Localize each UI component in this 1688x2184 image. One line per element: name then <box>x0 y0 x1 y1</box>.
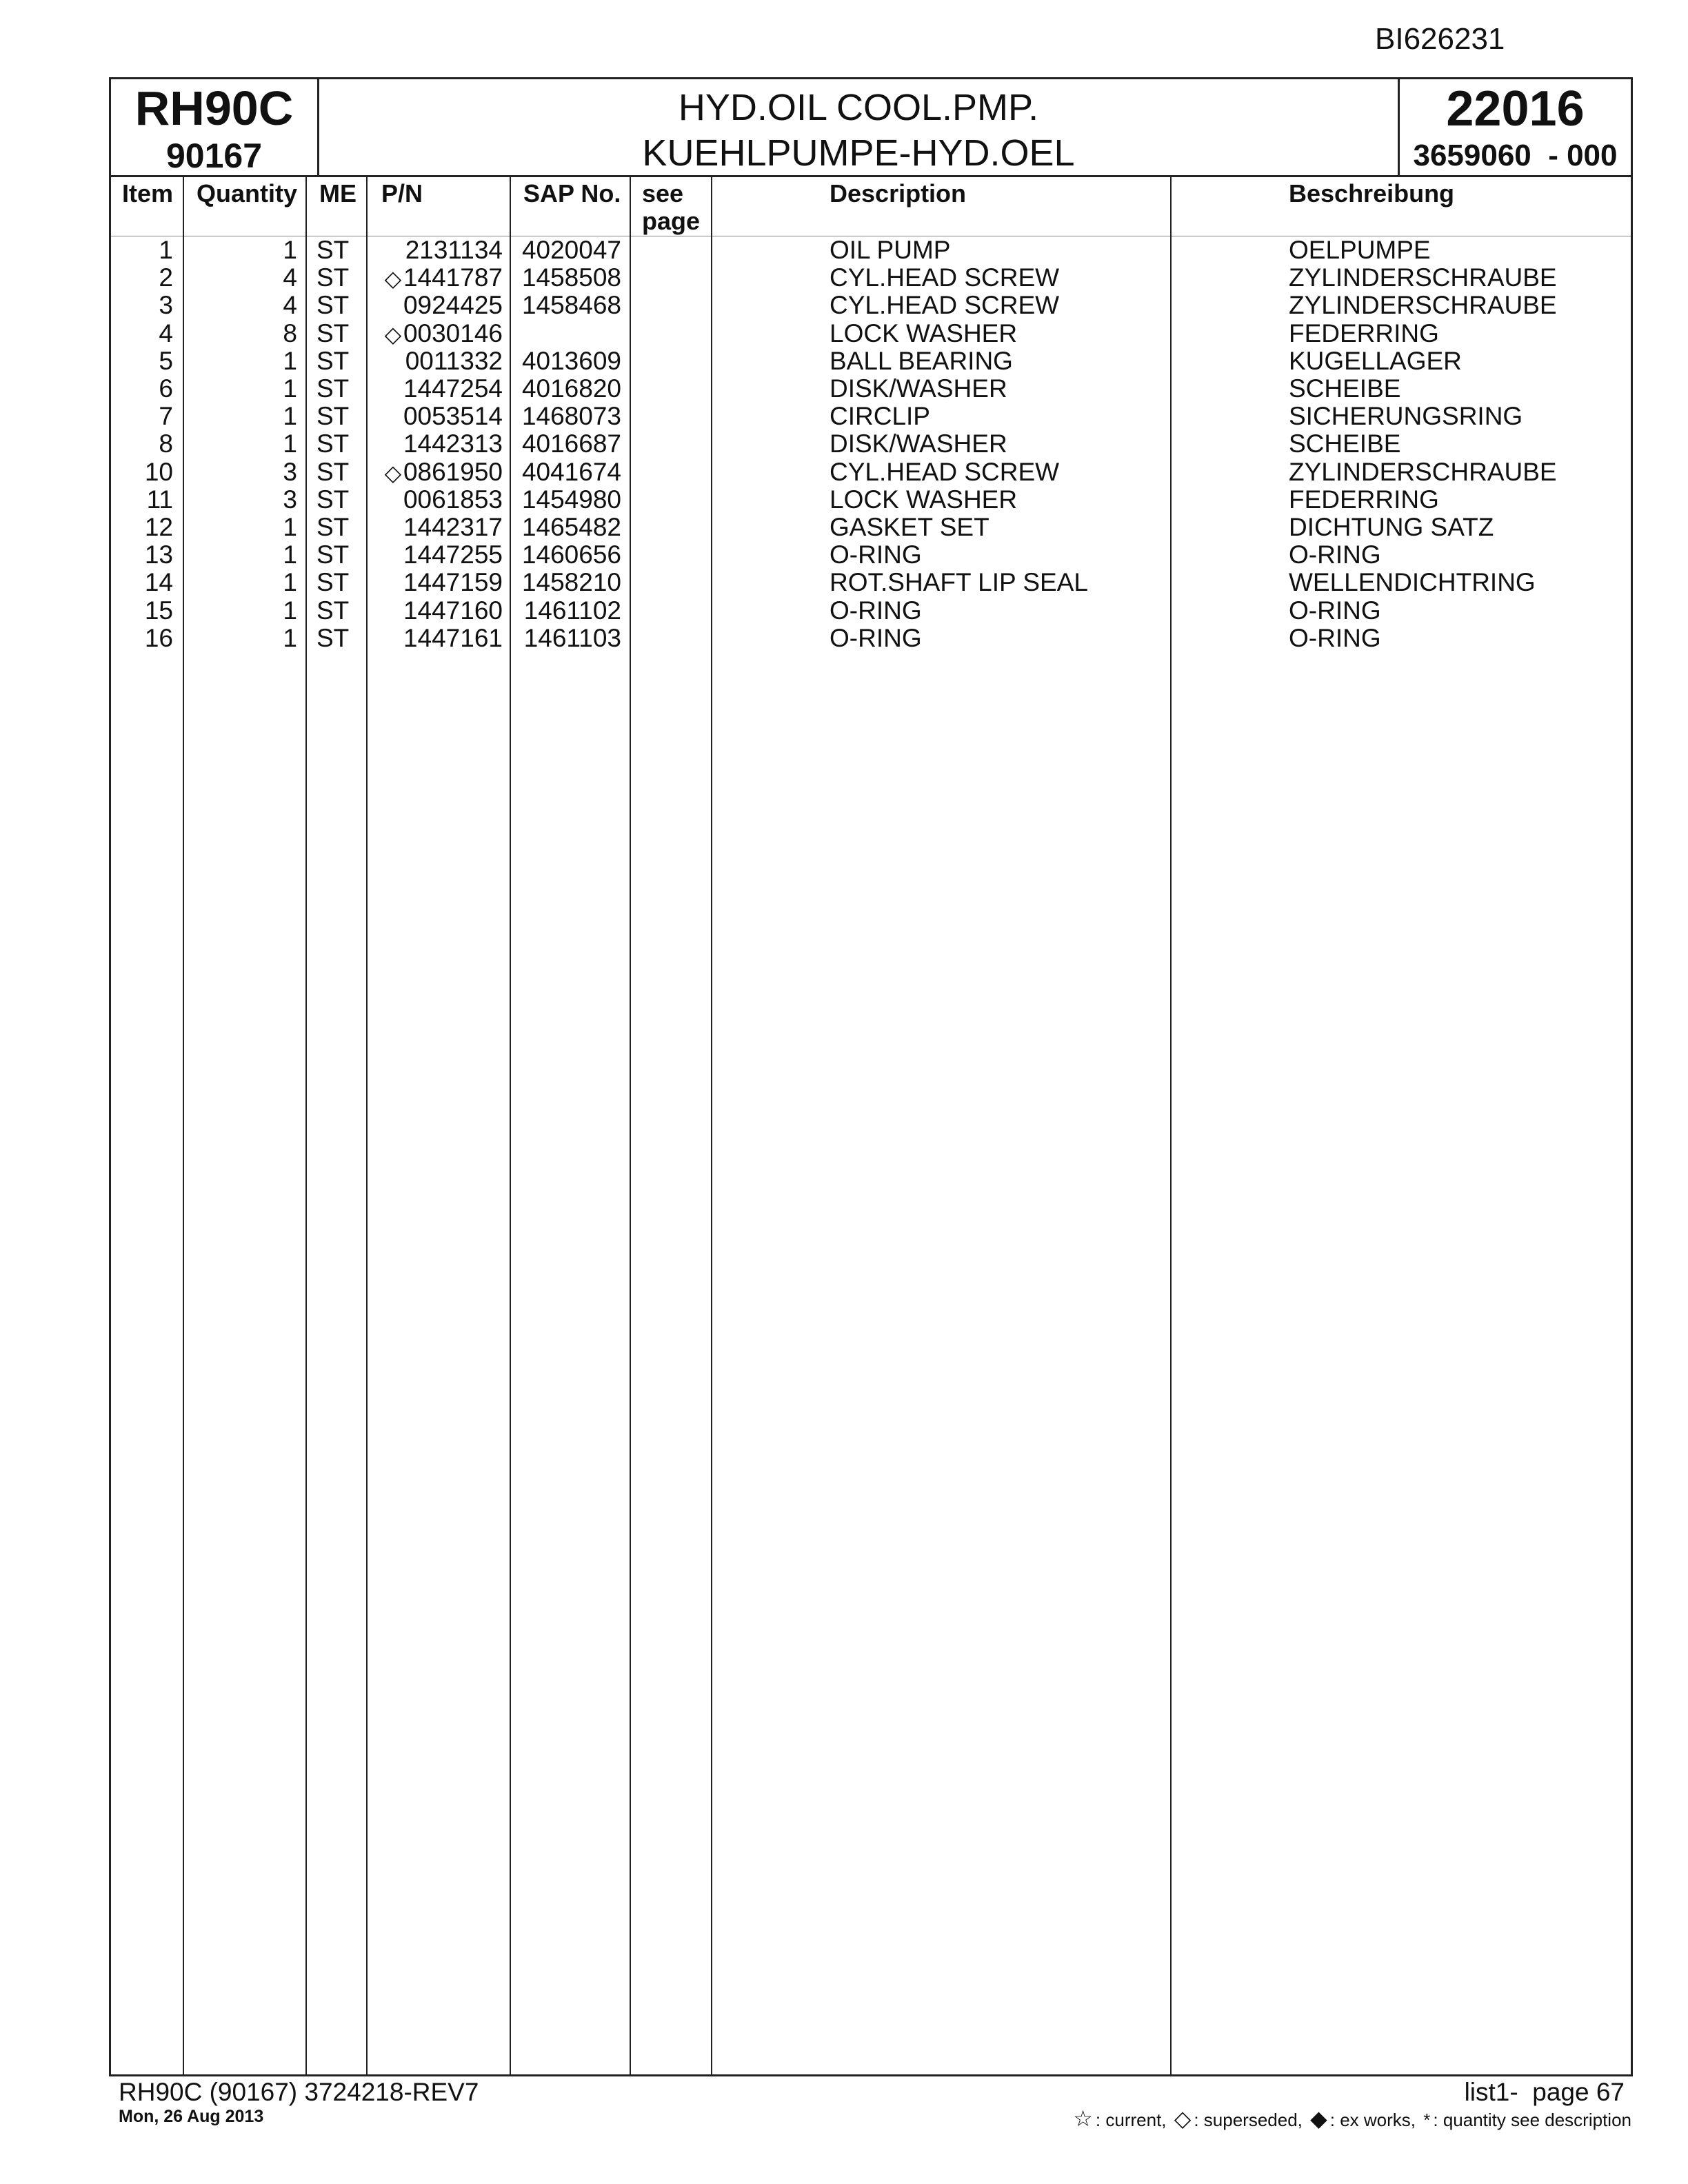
unit-cell: ST <box>316 236 350 264</box>
table-row <box>111 292 1631 319</box>
quantity-cell: 1 <box>283 596 297 625</box>
title-german: KUEHLPUMPE-HYD.OEL <box>642 132 1075 174</box>
quantity-cell: 3 <box>283 485 297 514</box>
group-number: 22016 <box>1446 81 1585 136</box>
part-number-text: 0861950 <box>403 457 503 486</box>
part-number-text: 1447159 <box>403 568 503 597</box>
quantity-cell: 1 <box>283 346 297 375</box>
part-number-text: 1441787 <box>403 263 503 292</box>
part-number-cell <box>380 569 503 596</box>
part-number-cell <box>380 236 503 264</box>
table-row <box>111 264 1631 292</box>
description-cell: GASKET SET <box>830 513 989 541</box>
description-cell: ROT.SHAFT LIP SEAL <box>830 568 1088 597</box>
beschreibung-cell: ZYLINDERSCHRAUBE <box>1289 291 1557 320</box>
part-number-cell <box>380 264 503 292</box>
diamond-outline-icon: ◇ <box>384 460 402 485</box>
description-cell: BALL BEARING <box>830 346 1013 375</box>
diamond-outline-icon: ◇ <box>1174 2106 1192 2131</box>
description-cell: DISK/WASHER <box>830 429 1007 458</box>
unit-cell: ST <box>316 318 350 347</box>
beschreibung-cell: WELLENDICHTRING <box>1289 568 1536 597</box>
sap-number-cell: 1458210 <box>521 568 621 597</box>
item-cell: 3 <box>159 291 173 320</box>
legend-quantity-mark: * <box>1423 2110 1431 2130</box>
table-row <box>111 569 1631 596</box>
unit-cell: ST <box>316 291 350 320</box>
unit-cell: ST <box>316 513 350 541</box>
sap-number-cell: 1468073 <box>521 402 621 431</box>
quantity-cell: 1 <box>283 236 297 264</box>
sap-number-cell: 1460656 <box>521 540 621 569</box>
unit-cell: ST <box>316 485 350 514</box>
item-cell: 2 <box>159 263 173 292</box>
item-cell: 7 <box>159 402 173 431</box>
beschreibung-cell: DICHTUNG SATZ <box>1289 513 1494 541</box>
beschreibung-cell: FEDERRING <box>1289 318 1439 347</box>
footer-legend <box>1070 2105 1631 2132</box>
quantity-cell: 4 <box>283 263 297 292</box>
item-cell: 1 <box>159 236 173 264</box>
description-cell: CIRCLIP <box>830 402 930 431</box>
part-number-cell <box>380 403 503 430</box>
table-row <box>111 403 1631 430</box>
quantity-cell: 1 <box>283 540 297 569</box>
footer-date: Mon, 26 Aug 2013 <box>119 2107 264 2126</box>
col-header-sap: SAP No. <box>523 179 621 208</box>
beschreibung-cell: OELPUMPE <box>1289 236 1431 264</box>
col-header-quantity: Quantity <box>197 179 298 208</box>
unit-cell: ST <box>316 568 350 597</box>
description-cell: OIL PUMP <box>830 236 951 264</box>
table-row <box>111 458 1631 486</box>
unit-cell: ST <box>316 596 350 625</box>
column-header-row <box>111 177 1631 236</box>
item-cell: 16 <box>144 623 173 652</box>
sap-number-cell: 4013609 <box>521 346 621 375</box>
quantity-cell: 1 <box>283 568 297 597</box>
unit-cell: ST <box>316 374 350 403</box>
part-number-text: 0030146 <box>403 318 503 347</box>
part-number-text: 0011332 <box>405 346 503 375</box>
description-cell: CYL.HEAD SCREW <box>830 291 1060 320</box>
unit-cell: ST <box>316 346 350 375</box>
part-number-cell <box>380 430 503 458</box>
part-number-cell <box>380 541 503 569</box>
part-number-cell <box>380 514 503 541</box>
unit-cell: ST <box>316 457 350 486</box>
table-row <box>111 486 1631 514</box>
document-id: BI626231 <box>1375 22 1505 56</box>
group-cell <box>1400 79 1631 175</box>
beschreibung-cell: O-RING <box>1289 596 1381 625</box>
legend-superseded: : superseded, <box>1194 2110 1303 2130</box>
table-row <box>111 430 1631 458</box>
header-band <box>111 79 1631 177</box>
beschreibung-cell: ZYLINDERSCHRAUBE <box>1289 457 1557 486</box>
quantity-cell: 4 <box>283 291 297 320</box>
star-outline-icon: ☆ <box>1073 2106 1093 2131</box>
sap-number-cell: 4041674 <box>521 457 621 486</box>
col-header-item: Item <box>122 179 174 208</box>
item-cell: 13 <box>144 540 173 569</box>
quantity-cell: 1 <box>283 402 297 431</box>
table-row <box>111 541 1631 569</box>
item-cell: 8 <box>159 429 173 458</box>
quantity-cell: 1 <box>283 374 297 403</box>
table-row <box>111 236 1631 264</box>
model-number: 90167 <box>165 136 263 175</box>
part-number-cell <box>380 320 503 348</box>
quantity-cell: 1 <box>283 623 297 652</box>
footer-document-ref: RH90C (90167) 3724218-REV7 <box>119 2078 479 2106</box>
model-name: RH90C <box>134 81 294 135</box>
part-number-text: 1447255 <box>403 540 503 569</box>
beschreibung-cell: O-RING <box>1289 623 1381 652</box>
part-number-cell <box>380 375 503 403</box>
col-header-see-page: see page <box>642 179 701 235</box>
table-row <box>111 347 1631 375</box>
part-number-text: 0924425 <box>403 291 503 320</box>
table-row <box>111 375 1631 403</box>
unit-cell: ST <box>316 429 350 458</box>
sap-number-cell: 1458468 <box>521 291 621 320</box>
description-cell: O-RING <box>830 540 922 569</box>
description-cell: CYL.HEAD SCREW <box>830 457 1060 486</box>
unit-cell: ST <box>316 623 350 652</box>
quantity-cell: 1 <box>283 429 297 458</box>
description-cell: O-RING <box>830 596 922 625</box>
description-cell: LOCK WASHER <box>830 485 1018 514</box>
part-number-text: 2131134 <box>405 236 503 264</box>
item-cell: 4 <box>159 318 173 347</box>
col-header-beschreibung: Beschreibung <box>1289 179 1455 208</box>
item-cell: 10 <box>144 457 173 486</box>
col-header-pn: P/N <box>381 179 423 208</box>
item-cell: 15 <box>144 596 173 625</box>
beschreibung-cell: SCHEIBE <box>1289 429 1401 458</box>
item-cell: 5 <box>159 346 173 375</box>
col-header-me: ME <box>319 179 356 208</box>
quantity-cell: 1 <box>283 513 297 541</box>
beschreibung-cell: FEDERRING <box>1289 485 1439 514</box>
description-cell: DISK/WASHER <box>830 374 1007 403</box>
diamond-outline-icon: ◇ <box>384 321 402 347</box>
item-cell: 11 <box>146 485 173 514</box>
description-cell: CYL.HEAD SCREW <box>830 263 1060 292</box>
quantity-cell: 8 <box>283 318 297 347</box>
title-cell <box>319 79 1400 175</box>
sap-number-cell: 1458508 <box>521 263 621 292</box>
diamond-outline-icon: ◇ <box>384 266 402 292</box>
beschreibung-cell: SCHEIBE <box>1289 374 1401 403</box>
item-cell: 12 <box>144 513 173 541</box>
sap-number-cell: 4016820 <box>521 374 621 403</box>
description-cell: LOCK WASHER <box>830 318 1018 347</box>
part-number-text: 0053514 <box>403 402 503 431</box>
table-row <box>111 514 1631 541</box>
beschreibung-cell: KUGELLAGER <box>1289 346 1462 375</box>
col-header-description: Description <box>830 179 967 208</box>
part-number-cell <box>380 458 503 487</box>
beschreibung-cell: SICHERUNGSRING <box>1289 402 1523 431</box>
sap-number-cell: 4016687 <box>521 429 621 458</box>
part-number-cell <box>380 347 503 375</box>
part-number-text: 1447254 <box>403 374 503 403</box>
unit-cell: ST <box>316 263 350 292</box>
unit-cell: ST <box>316 402 350 431</box>
item-cell: 6 <box>159 374 173 403</box>
drawing-number: 3659060 - 000 <box>1413 139 1618 172</box>
sap-number-cell: 1465482 <box>521 513 621 541</box>
part-number-text: 1442313 <box>403 429 503 458</box>
part-number-text: 0061853 <box>403 485 503 514</box>
model-cell <box>111 79 319 175</box>
unit-cell: ST <box>316 540 350 569</box>
legend-ex-works: : ex works, <box>1329 2110 1416 2130</box>
footer-page-number: list1- page 67 <box>1464 2078 1625 2106</box>
part-number-cell <box>380 486 503 514</box>
beschreibung-cell: O-RING <box>1289 540 1381 569</box>
title-english: HYD.OIL COOL.PMP. <box>678 87 1039 128</box>
item-cell: 14 <box>144 568 173 597</box>
beschreibung-cell: ZYLINDERSCHRAUBE <box>1289 263 1557 292</box>
diamond-filled-icon: ◆ <box>1310 2106 1327 2131</box>
parts-list-frame <box>109 77 1633 2076</box>
part-number-text: 1447160 <box>403 596 503 625</box>
part-number-cell <box>380 597 503 625</box>
part-number-text: 1442317 <box>403 513 503 541</box>
sap-number-cell: 1461102 <box>523 596 621 625</box>
sap-number-cell: 1461103 <box>523 623 621 652</box>
legend-quantity: : quantity see description <box>1433 2110 1631 2130</box>
description-cell: O-RING <box>830 623 922 652</box>
table-row <box>111 320 1631 347</box>
table-row <box>111 597 1631 625</box>
part-number-text: 1447161 <box>403 623 503 652</box>
quantity-cell: 3 <box>283 457 297 486</box>
table-row <box>111 625 1631 652</box>
part-number-cell <box>380 625 503 652</box>
part-number-cell <box>380 292 503 319</box>
legend-current: : current, <box>1095 2110 1167 2130</box>
sap-number-cell: 1454980 <box>521 485 621 514</box>
sap-number-cell: 4020047 <box>521 236 621 264</box>
